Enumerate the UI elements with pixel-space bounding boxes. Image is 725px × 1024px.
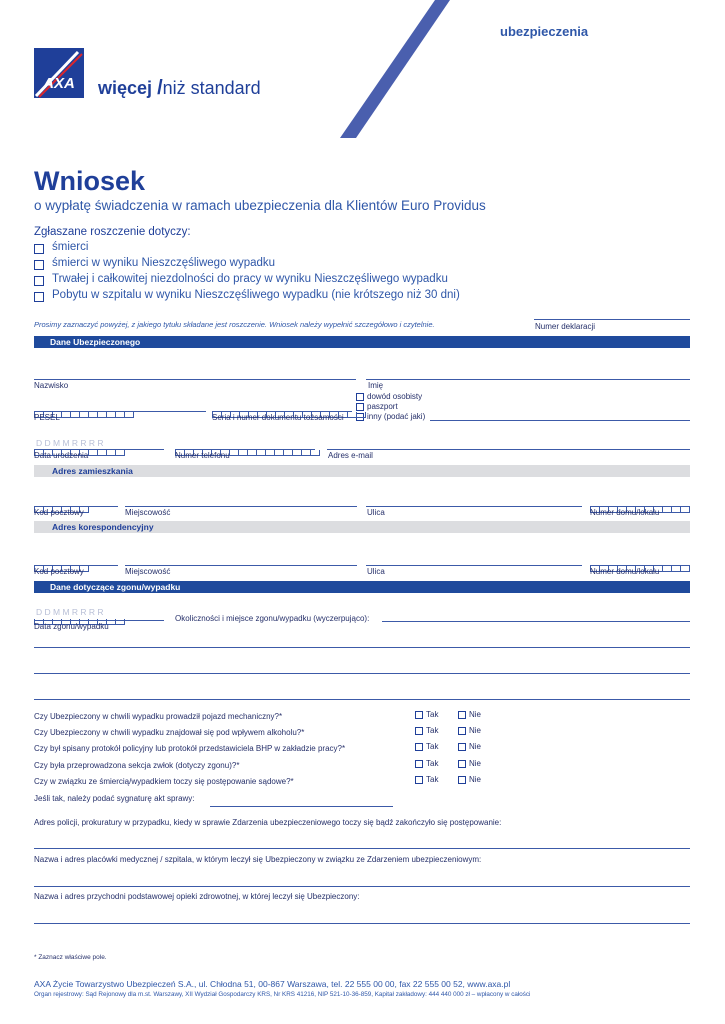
circumstances-line-1[interactable] <box>382 621 690 622</box>
birth-date-placeholder: D D M M R R R R <box>36 438 104 448</box>
police-label: Adres policji, prokuratury w przypadku, kiedy w sprawie Zdarzenia ubezpieczeniowego toczy się bądź zakończyło się postępowanie: <box>34 818 502 827</box>
section-insured: Dane Ubezpieczonego <box>34 336 690 348</box>
question-court: Czy w związku ze śmiercią/wypadkiem toczy się postępowanie sądowe?* <box>34 777 294 786</box>
alcohol-no-label: Nie <box>469 726 482 735</box>
declaration-line[interactable] <box>534 319 690 320</box>
brand-tag: ubezpieczenia <box>500 24 589 39</box>
circumstances-line-2[interactable] <box>34 647 690 648</box>
first-name-line[interactable] <box>366 379 690 380</box>
section-address: Adres zamieszkania <box>34 465 690 477</box>
address-street-label: Ulica <box>367 508 385 517</box>
court-yes-label: Tak <box>426 775 439 784</box>
doc-series-label: Seria i numer dokumentu tożsamości <box>212 413 344 422</box>
first-name-label: Imię <box>368 381 384 390</box>
clinic-label: Nazwa i adres przychodni podstawowej opieki zdrowotnej, w której leczył się Ubezpieczony: <box>34 892 360 901</box>
slogan-slash: / <box>157 77 163 99</box>
slogan-rest: niż standard <box>162 78 261 98</box>
doc-id-checkbox[interactable] <box>356 393 364 401</box>
address-street-line[interactable] <box>366 506 582 507</box>
claim-option-accident-death: śmierci w wyniku Nieszczęśliwego wypadku <box>52 257 276 269</box>
decorative-slash <box>340 0 450 140</box>
doc-passport-label: paszport <box>367 402 398 411</box>
protocol-no-label: Nie <box>469 742 482 751</box>
hospital-line[interactable] <box>34 886 690 887</box>
section-death: Dane dotyczące zgonu/wypadku <box>34 581 690 593</box>
claim-checkbox-death[interactable] <box>34 244 44 254</box>
death-date-field[interactable] <box>34 612 125 618</box>
footnote: * Zaznacz właściwe pole. <box>34 954 107 961</box>
signature-label: Jeśli tak, należy podać sygnaturę akt sprawy: <box>34 794 195 803</box>
question-vehicle: Czy Ubezpieczony w chwili wypadku prowadził pojazd mechaniczny?* <box>34 712 283 721</box>
vehicle-no-label: Nie <box>469 710 482 719</box>
court-yes-checkbox[interactable] <box>415 776 423 784</box>
autopsy-yes-checkbox[interactable] <box>415 760 423 768</box>
protocol-yes-label: Tak <box>426 742 439 751</box>
claim-checkbox-hospital[interactable] <box>34 292 44 302</box>
circumstances-label: Okoliczności i miejsce zgonu/wypadku (wyczerpująco): <box>175 614 370 623</box>
corr-city-label: Miejscowość <box>125 567 171 576</box>
doc-other-label: inny (podać jaki) <box>367 412 426 421</box>
autopsy-no-label: Nie <box>469 759 482 768</box>
address-postal-label: Kod pocztowy <box>34 508 84 517</box>
autopsy-no-checkbox[interactable] <box>458 760 466 768</box>
vehicle-yes-checkbox[interactable] <box>415 711 423 719</box>
address-city-line[interactable] <box>125 506 357 507</box>
corr-street-label: Ulica <box>367 567 385 576</box>
claim-option-hospital: Pobytu w szpitalu w wyniku Nieszczęśliwego wypadku (nie krótszego niż 30 dni) <box>52 289 460 301</box>
declaration-label: Numer deklaracji <box>535 322 596 331</box>
claim-option-death: śmierci <box>52 241 89 253</box>
vehicle-yes-label: Tak <box>426 710 439 719</box>
surname-line[interactable] <box>34 379 356 380</box>
claim-checkbox-accident-death[interactable] <box>34 260 44 270</box>
hospital-label: Nazwa i adres placówki medycznej / szpitala, w którym leczył się Ubezpieczony w związku ze Zdarzeniem ubezpieczeniowym: <box>34 855 482 864</box>
alcohol-yes-label: Tak <box>426 726 439 735</box>
birth-date-line <box>34 449 164 450</box>
corr-postal-line <box>34 565 118 566</box>
clinic-line[interactable] <box>34 923 690 924</box>
address-postal-line <box>34 506 118 507</box>
page-title: Wniosek <box>34 166 146 196</box>
page-subtitle: o wypłatę świadczenia w ramach ubezpieczenia dla Klientów Euro Providus <box>34 198 486 213</box>
protocol-yes-checkbox[interactable] <box>415 743 423 751</box>
doc-series-line <box>212 411 352 412</box>
claim-checkbox-disability[interactable] <box>34 276 44 286</box>
circumstances-line-3[interactable] <box>34 673 690 674</box>
surname-label: Nazwisko <box>34 381 69 390</box>
axa-logo <box>34 48 84 98</box>
question-protocol: Czy był spisany protokół policyjny lub protokół przedstawiciela BHP w zakładzie pracy?* <box>34 744 346 753</box>
corr-street-line[interactable] <box>366 565 582 566</box>
corr-number-line <box>590 565 690 566</box>
company-info: AXA Życie Towarzystwo Ubezpieczeń S.A., ul. Chłodna 51, 00-867 Warszawa, tel. 22 555 00 00, fax 22 555 00 52, www.axa.pl <box>34 979 511 989</box>
phone-line <box>175 449 315 450</box>
signature-line[interactable] <box>210 806 393 807</box>
doc-other-line[interactable] <box>430 420 690 421</box>
doc-id-label: dowód osobisty <box>367 392 423 401</box>
address-city-label: Miejscowość <box>125 508 171 517</box>
birth-date-label: Data urodzenia <box>34 451 89 460</box>
vehicle-no-checkbox[interactable] <box>458 711 466 719</box>
autopsy-yes-label: Tak <box>426 759 439 768</box>
question-autopsy: Czy była przeprowadzona sekcja zwłok (dotyczy zgonu)?* <box>34 761 240 770</box>
svg-text:AXA: AXA <box>43 75 75 92</box>
death-date-line <box>34 620 164 621</box>
protocol-no-checkbox[interactable] <box>458 743 466 751</box>
police-line[interactable] <box>34 848 690 849</box>
registry-info: Organ rejestrowy: Sąd Rejonowy dla m.st. Warszawy, XII Wydział Gospodarczy KRS, Nr KRS 41216, NIP 521-10-36-859, Kapitał zakładowy: 444 440 000 zł – wpłacony w całości <box>34 991 531 998</box>
court-no-checkbox[interactable] <box>458 776 466 784</box>
corr-number-label: Numer domu/lokalu <box>590 567 660 576</box>
corr-postal-label: Kod pocztowy <box>34 567 84 576</box>
question-alcohol: Czy Ubezpieczony w chwili wypadku znajdował się pod wpływem alkoholu?* <box>34 728 305 737</box>
instruction-text: Prosimy zaznaczyć powyżej, z jakiego tytułu składane jest roszczenie. Wniosek należy wypełnić szczegółowo i czytelnie. <box>34 320 435 329</box>
alcohol-no-checkbox[interactable] <box>458 727 466 735</box>
slogan-bold: więcej <box>98 78 153 98</box>
death-date-label: Data zgonu/wypadku <box>34 622 109 631</box>
claim-option-disability: Trwałej i całkowitej niezdolności do pracy w wyniku Nieszczęśliwego wypadku <box>52 273 448 285</box>
phone-label: Numer telefonu <box>175 451 230 460</box>
email-label: Adres e-mail <box>328 451 373 460</box>
claim-heading: Zgłaszane roszczenie dotyczy: <box>34 226 191 238</box>
slogan <box>98 77 261 100</box>
court-no-label: Nie <box>469 775 482 784</box>
alcohol-yes-checkbox[interactable] <box>415 727 423 735</box>
pesel-line <box>34 411 206 412</box>
email-line[interactable] <box>327 449 690 450</box>
address-number-label: Numer domu/lokalu <box>590 508 660 517</box>
circumstances-line-4[interactable] <box>34 699 690 700</box>
pesel-label: PESEL <box>34 413 60 422</box>
death-date-placeholder: D D M M R R R R <box>36 607 104 617</box>
address-number-line <box>590 506 690 507</box>
section-correspondence: Adres korespondencyjny <box>34 521 690 533</box>
corr-city-line[interactable] <box>125 565 357 566</box>
